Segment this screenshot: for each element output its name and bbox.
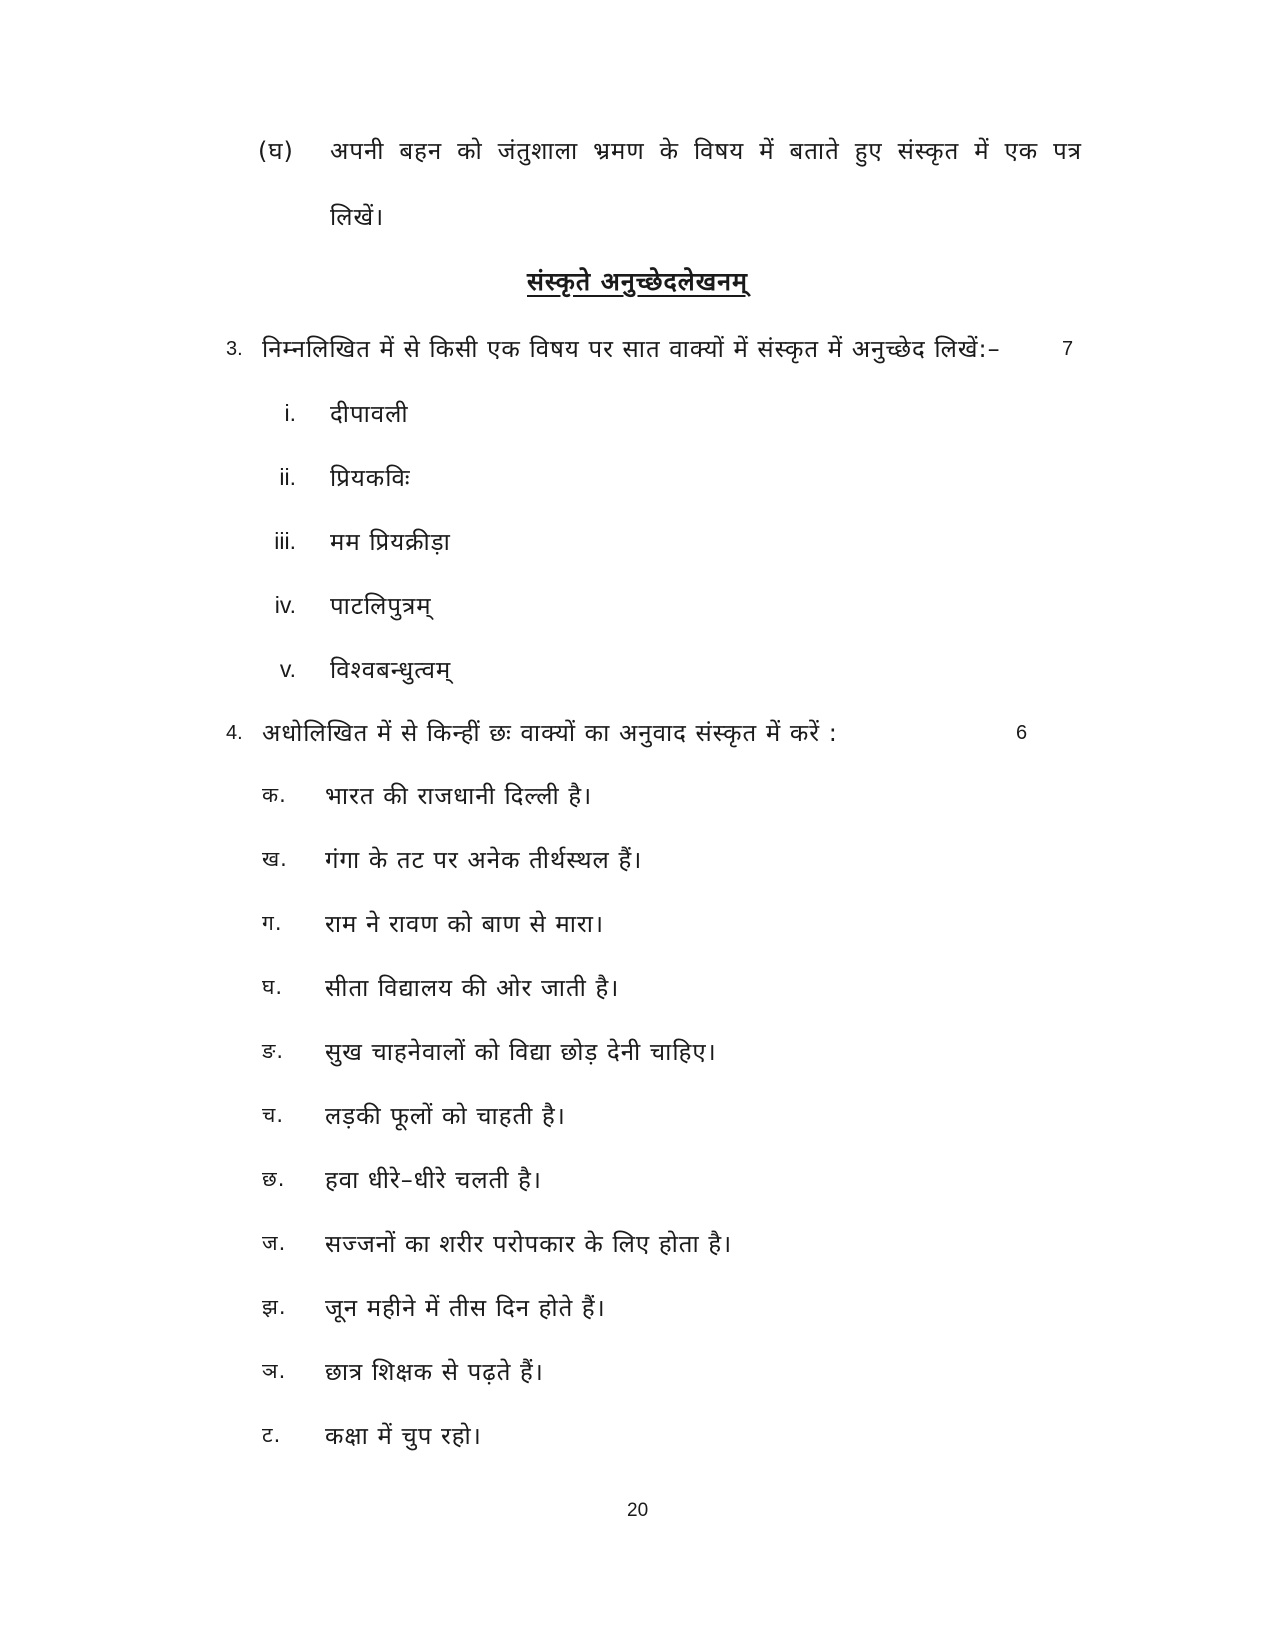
q4-sentence-text: सुख चाहनेवालों को विद्या छोड़ देनी चाहिए। xyxy=(325,1038,717,1066)
q4-sentence-text: छात्र शिक्षक से पढ़ते हैं। xyxy=(325,1358,544,1386)
q4-sentence-text: राम ने रावण को बाण से मारा। xyxy=(325,910,605,938)
q4-marks: 6 xyxy=(1016,722,1028,744)
q4-sentence-text: कक्षा में चुप रहो। xyxy=(325,1422,482,1450)
q4-sentence-label: क. xyxy=(262,783,287,807)
q3-option-text: मम प्रियक्रीड़ा xyxy=(330,528,451,556)
q4-sentence-text: जून महीने में तीस दिन होते हैं। xyxy=(325,1294,606,1322)
q4-sentence-text: हवा धीरे–धीरे चलती है। xyxy=(325,1166,543,1194)
section-heading: संस्कृते अनुच्छेदलेखनम् xyxy=(527,267,748,296)
q3-option-label: iv. xyxy=(274,592,296,618)
q2-text-line1: अपनी बहन को जंतुशाला भ्रमण के विषय में बताते हुए संस्कृत में एक पत्र xyxy=(330,137,1082,165)
q3-option-label: iii. xyxy=(274,528,296,554)
q4-sentence-text: भारत की राजधानी दिल्ली है। xyxy=(325,782,593,810)
q4-sentence-label: घ. xyxy=(262,975,284,999)
q4-sentence-label: ङ. xyxy=(262,1039,285,1063)
q4-sentence-label: ग. xyxy=(262,911,283,935)
q4-sentence-text: लड़की फूलों को चाहती है। xyxy=(325,1102,566,1130)
q3-number: 3. xyxy=(226,338,243,360)
q4-number: 4. xyxy=(226,722,243,744)
q4-sentence-label: ट. xyxy=(262,1423,282,1447)
q3-text: निम्नलिखित में से किसी एक विषय पर सात वाक्यों में संस्कृत में अनुच्छेद लिखें:– xyxy=(262,335,1001,363)
q4-sentence-label: ख. xyxy=(262,847,288,871)
q3-option-label: v. xyxy=(279,656,296,682)
q2-label: (घ) xyxy=(258,137,294,165)
q2-text-line2: लिखें। xyxy=(330,203,385,231)
q4-sentence-label: छ. xyxy=(262,1167,286,1191)
q3-option-label: ii. xyxy=(279,464,296,490)
q4-text: अधोलिखित में से किन्हीं छः वाक्यों का अनुवाद संस्कृत में करें : xyxy=(262,719,838,747)
q3-option-text: विश्वबन्धुत्वम् xyxy=(330,656,452,684)
q4-sentence-label: ञ. xyxy=(262,1359,287,1383)
q4-sentence-label: च. xyxy=(262,1103,285,1127)
q3-option-label: i. xyxy=(284,400,296,426)
q3-option-text: दीपावली xyxy=(330,400,409,428)
q4-sentence-text: गंगा के तट पर अनेक तीर्थस्थल हैं। xyxy=(325,846,643,874)
page-number: 20 xyxy=(627,1500,649,1521)
q4-sentence-label: ज. xyxy=(262,1231,287,1255)
q4-sentence-label: झ. xyxy=(262,1295,287,1319)
q3-marks: 7 xyxy=(1062,338,1074,360)
q3-option-text: पाटलिपुत्रम् xyxy=(330,592,432,620)
q4-sentence-text: सीता विद्यालय की ओर जाती है। xyxy=(325,974,620,1002)
q3-option-text: प्रियकविः xyxy=(330,464,411,492)
q4-sentence-text: सज्जनों का शरीर परोपकार के लिए होता है। xyxy=(325,1230,733,1258)
